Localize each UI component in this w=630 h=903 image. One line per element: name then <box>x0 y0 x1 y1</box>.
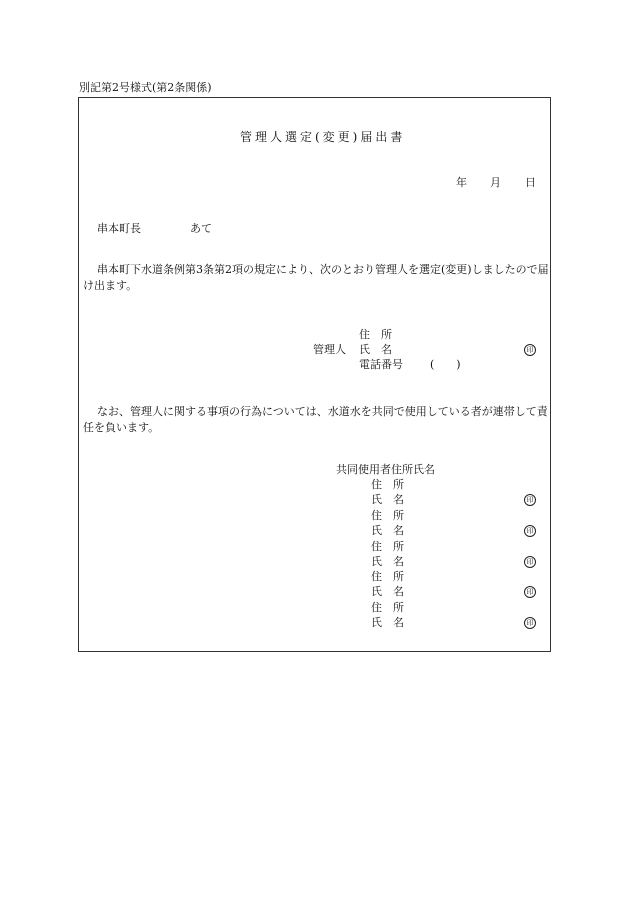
co-user-4-address-label: 住 所 <box>371 570 404 583</box>
co-user-4-name-label: 氏 名 <box>371 585 404 598</box>
date-day: 日 <box>525 176 536 189</box>
date-year: 年 <box>456 176 467 189</box>
co-user-1-name-label: 氏 名 <box>371 493 404 506</box>
form-frame <box>78 97 551 652</box>
co-user-5-seal-icon: 印 <box>524 617 536 629</box>
addressee-name: 串本町長 <box>97 222 141 235</box>
co-user-3-seal-icon: 印 <box>524 556 536 568</box>
manager-seal-icon: 印 <box>524 344 536 356</box>
form-label: 別記第2号様式(第2条関係) <box>79 81 212 94</box>
co-user-2-name-label: 氏 名 <box>371 524 404 537</box>
co-user-5-address-label: 住 所 <box>371 601 404 614</box>
co-user-4-seal-icon: 印 <box>524 586 536 598</box>
co-user-2-seal-icon: 印 <box>524 525 536 537</box>
co-users-heading: 共同使用者住所氏名 <box>336 463 435 476</box>
co-user-3-name-label: 氏 名 <box>371 555 404 568</box>
manager-phone-parens: ( ) <box>430 358 461 371</box>
document-title: 管理人選定(変更)届出書 <box>240 130 406 144</box>
co-user-3-address-label: 住 所 <box>371 540 404 553</box>
manager-address-label: 住 所 <box>359 328 392 341</box>
co-user-1-address-label: 住 所 <box>371 478 404 491</box>
manager-name-label: 氏 名 <box>359 343 392 356</box>
body-paragraph-1: 串本町下水道条例第3条第2項の規定により、次のとおり管理人を選定(変更)しましたので届け出ます。 <box>83 263 549 292</box>
addressee-suffix: あて <box>190 222 212 235</box>
manager-label: 管理人 <box>313 343 346 356</box>
co-user-5-name-label: 氏 名 <box>371 616 404 629</box>
co-user-2-address-label: 住 所 <box>371 509 404 522</box>
manager-phone-label: 電話番号 <box>359 358 403 371</box>
co-user-1-seal-icon: 印 <box>524 494 536 506</box>
date-month: 月 <box>490 176 501 189</box>
body-paragraph-2: なお、管理人に関する事項の行為については、水道水を共同で使用している者が連帯して責任を負います。 <box>83 405 548 434</box>
